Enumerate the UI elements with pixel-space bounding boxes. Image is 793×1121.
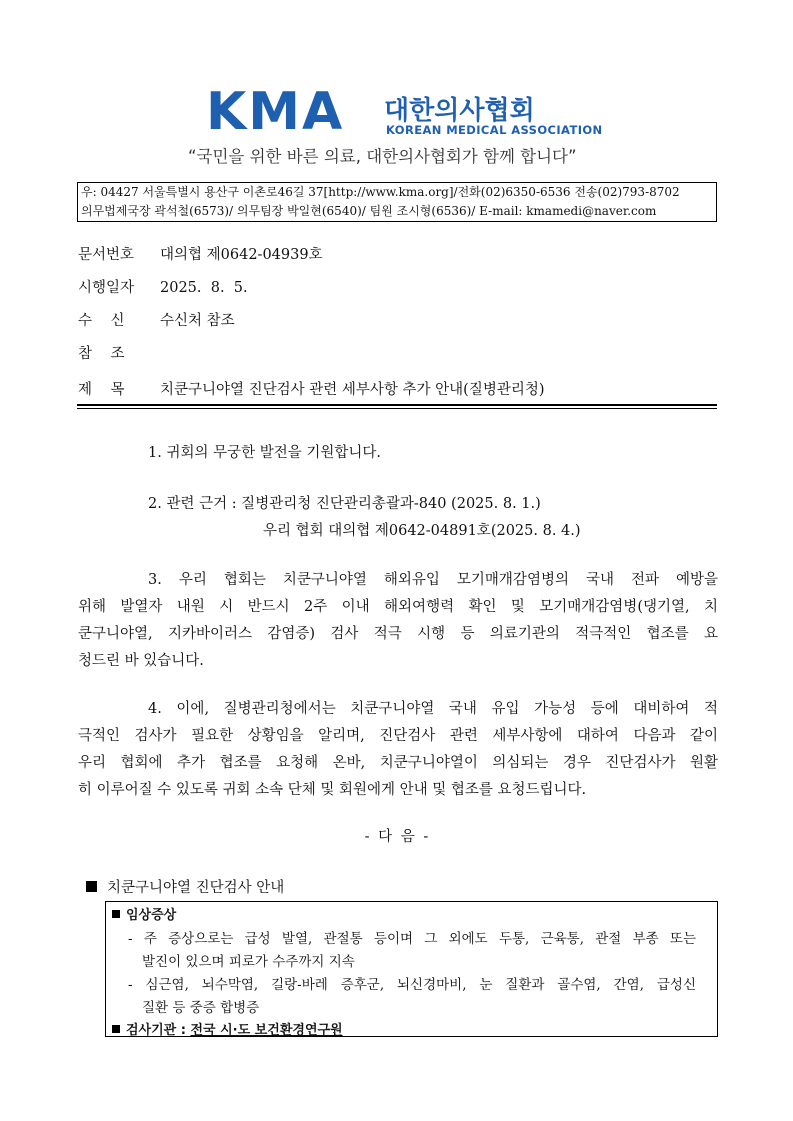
date-row: [78, 276, 248, 297]
recipient-row: [78, 309, 235, 330]
subject-value: 치쿤구니야열 진단검사 관련 세부사항 추가 안내(질병관리청): [160, 382, 545, 398]
contact-line-address: 우: 04427 서울특별시 용산구 이촌로46길 37[http://www.kma.org]/전화(02)6350-6536 전송(02)793-8702: [81, 185, 680, 199]
square-bullet-icon: [112, 910, 120, 918]
subject-label: 제 목: [78, 382, 125, 398]
subject-divider-thin: [77, 408, 717, 409]
lab-row: [112, 1019, 343, 1038]
annex-title-row: [86, 876, 284, 897]
paragraph-3-line: 청드린 바 있습니다.: [78, 653, 204, 669]
symptom-2-line-2: 질환 등 중증 합병증: [142, 1000, 260, 1016]
lab-label: 검사기관 :: [126, 1023, 191, 1038]
paragraph-4-line: 4. 이에, 질병관리청에서는 치쿤구니야열 국내 유입 가능성 등에 대비하여 적: [148, 701, 718, 717]
paragraph-4: [78, 696, 718, 804]
paragraph-4-line: 우리 협회에 추가 협조를 요청해 온바, 치쿤구니야열이 의심되는 경우 진단검사가 원활: [78, 755, 718, 771]
slogan: “국민을 위한 바른 의료, 대한의사협회가 함께 합니다”: [188, 147, 577, 166]
paragraph-3-line: 쿤구니야열, 지카바이러스 감염증) 검사 적극 시행 등 의료기관의 적극적인 협조를 요: [78, 626, 718, 642]
symptoms-heading-row: [112, 904, 176, 923]
symptom-1-line-1: - 주 증상으로는 급성 발열, 관절통 등이며 그 외에도 두통, 근육통, 관절 부종 또는: [128, 931, 696, 947]
paragraph-3: [78, 567, 718, 675]
following-heading: - 다 음 -: [364, 829, 429, 845]
doc-number: 대의협 제0642-04939호: [160, 247, 323, 263]
annex-title: 치쿤구니야열 진단검사 안내: [107, 880, 285, 896]
square-bullet-icon: [112, 1025, 120, 1033]
symptom-1-line-2: 발진이 있으며 피로가 수주까지 지속: [142, 954, 355, 970]
symptoms-heading: 임상증상: [126, 908, 177, 923]
cc-row: [78, 342, 160, 363]
subject-row: [78, 378, 545, 399]
paragraph-1: 1. 귀회의 무궁한 발전을 기원합니다.: [148, 445, 381, 461]
kma-logo-mark: KMA: [206, 82, 345, 142]
cc-label: 참 조: [78, 346, 125, 362]
doc-number-row: [78, 243, 323, 264]
kma-logo-english: KOREAN MEDICAL ASSOCIATION: [386, 123, 603, 137]
symptom-2-line-1: - 심근염, 뇌수막염, 길랑-바레 증후군, 뇌신경마비, 눈 질환과 골수염, 간염, 급성신: [128, 977, 696, 993]
contact-line-staff: 의무법제국장 곽석철(6573)/ 의무팀장 박일현(6540)/ 팀원 조시형(6536)/ E-mail: kmamedi@naver.com: [81, 204, 657, 218]
date-label: 시행일자: [78, 280, 135, 296]
doc-number-label: 문서번호: [78, 247, 135, 263]
paragraph-2-line-1: 2. 관련 근거 : 질병관리청 진단관리총괄과-840 (2025. 8. 1.): [148, 496, 541, 512]
subject-divider-thick: [77, 404, 717, 406]
recipient-label: 수 신: [78, 313, 125, 329]
contact-box: [77, 182, 717, 222]
annex-box: [105, 901, 718, 1037]
lab-value: 전국 시·도 보건환경연구원: [190, 1023, 343, 1038]
date-value: 2025. 8. 5.: [160, 280, 248, 296]
paragraph-3-line: 위해 발열자 내원 시 반드시 2주 이내 해외여행력 확인 및 모기매개감염병(댕기열, 치: [78, 599, 718, 615]
recipient-value: 수신처 참조: [160, 313, 235, 329]
paragraph-4-line: 히 이루어질 수 있도록 귀회 소속 단체 및 회원에게 안내 및 협조를 요청드립니다.: [78, 782, 587, 798]
paragraph-3-line: 3. 우리 협회는 치쿤구니야열 해외유입 모기매개감염병의 국내 전파 예방을: [148, 572, 718, 588]
square-bullet-icon: [86, 881, 97, 892]
paragraph-4-line: 극적인 검사가 필요한 상황임을 알리며, 진단검사 관련 세부사항에 대하여 다음과 같이: [78, 728, 718, 744]
paragraph-2-line-2: 우리 협회 대의협 제0642-04891호(2025. 8. 4.): [263, 523, 581, 539]
kma-logo-korean: 대한의사협회: [384, 96, 535, 126]
